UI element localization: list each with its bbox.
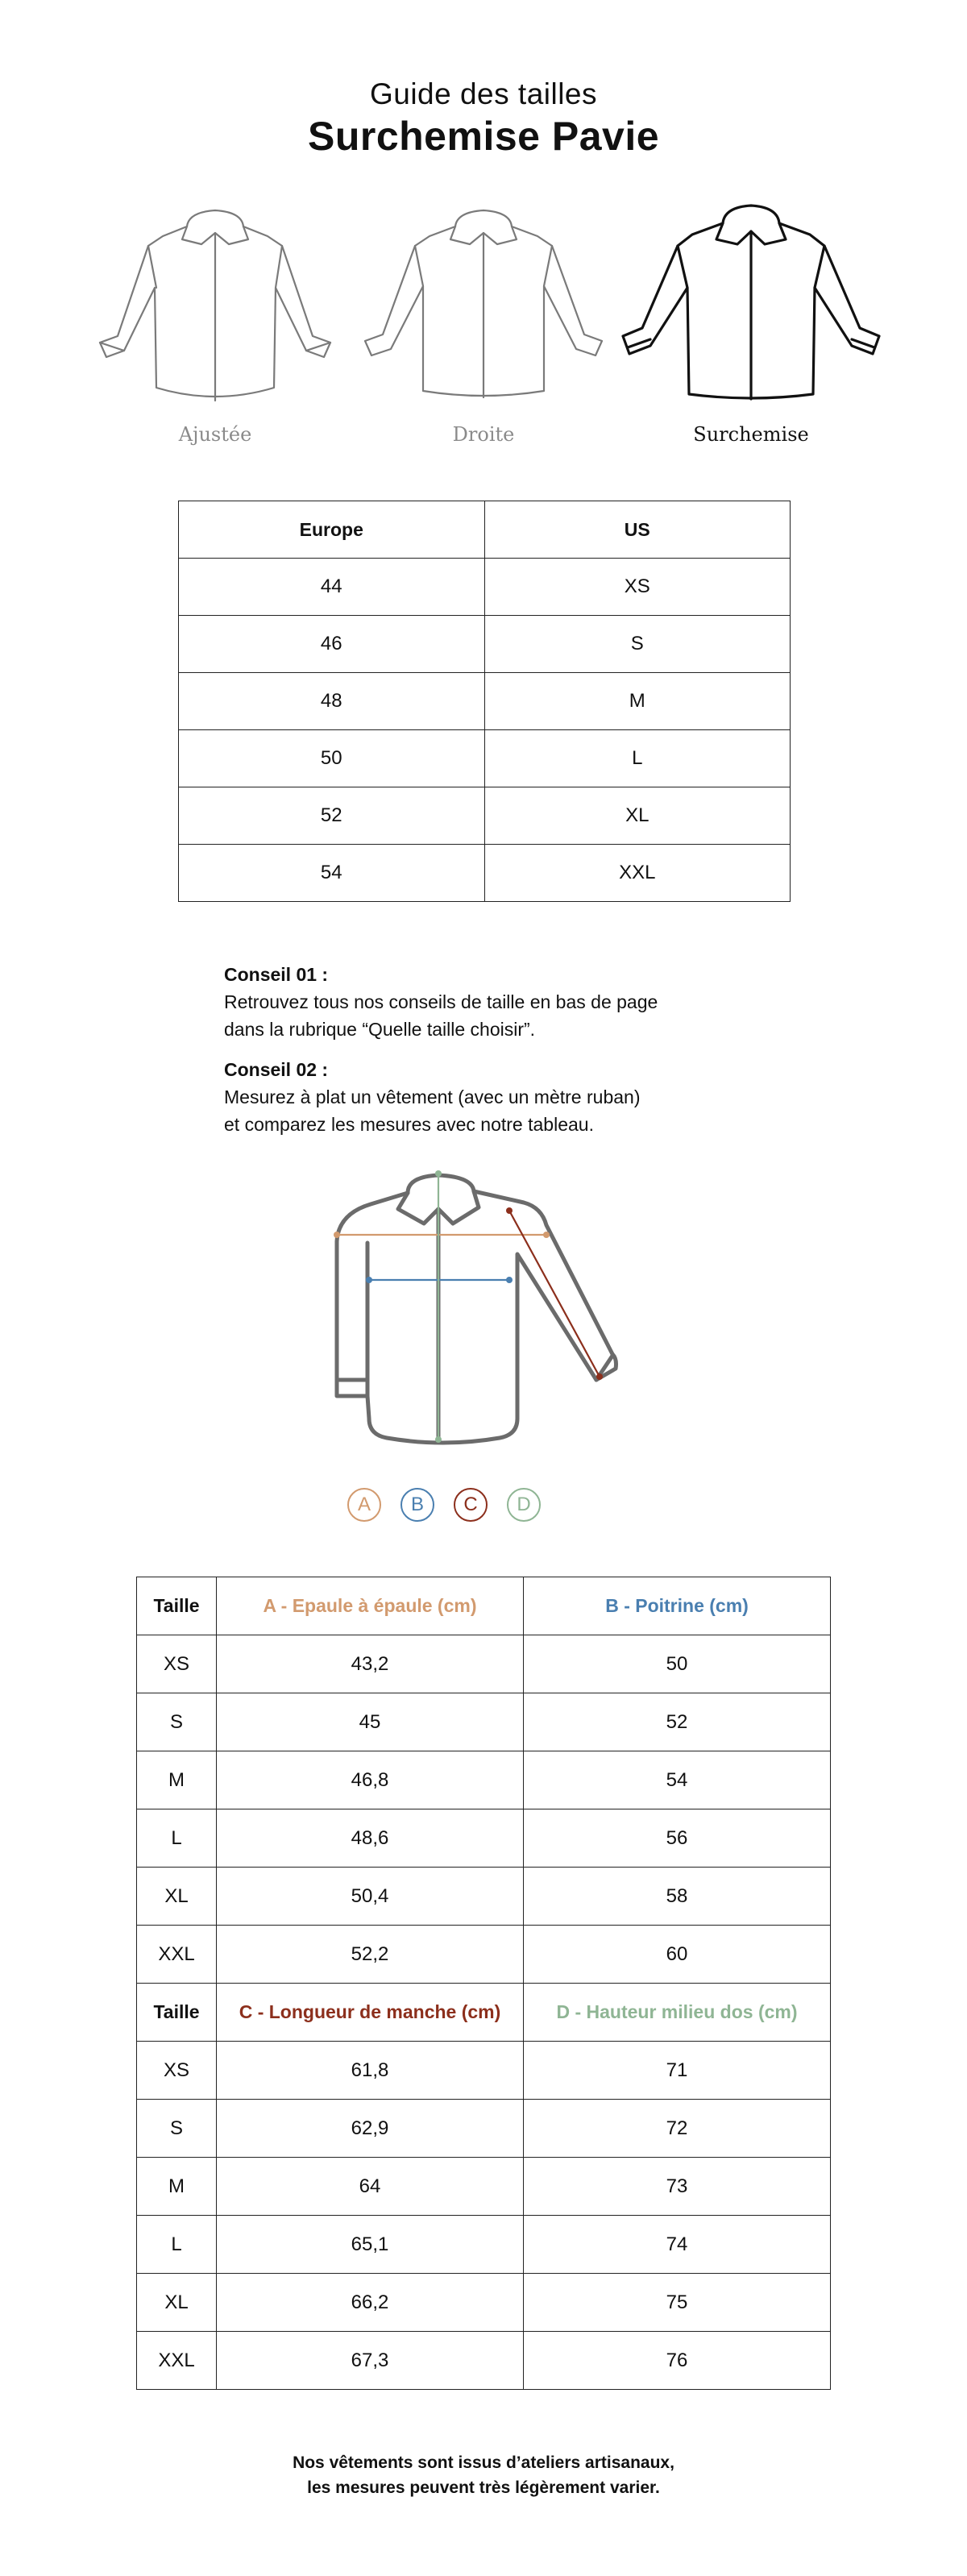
table-cell: M xyxy=(484,673,791,730)
column-header: C - Longueur de manche (cm) xyxy=(217,1984,524,2042)
table-cell: 75 xyxy=(524,2274,831,2332)
page-title: Surchemise Pavie xyxy=(307,114,660,159)
table-cell: L xyxy=(137,1809,217,1868)
legend-c: C xyxy=(454,1488,488,1522)
fit-label-straight: Droite xyxy=(452,423,515,446)
table-row xyxy=(179,673,791,730)
tip-title: Conseil 02 : xyxy=(224,1059,329,1080)
table-cell: 58 xyxy=(524,1868,831,1926)
column-header: A - Epaule à épaule (cm) xyxy=(217,1577,524,1635)
table-cell: S xyxy=(137,2100,217,2158)
footer-note xyxy=(0,2450,967,2500)
column-header: D - Hauteur milieu dos (cm) xyxy=(524,1984,831,2042)
table-row xyxy=(137,1751,831,1809)
tip-text: et comparez les mesures avec notre tableau. xyxy=(224,1114,594,1135)
table-cell: L xyxy=(484,730,791,787)
shirt-measurement-icon xyxy=(330,1169,637,1459)
column-header: Europe xyxy=(179,501,485,559)
table-row xyxy=(137,2274,831,2332)
table-cell: 60 xyxy=(524,1926,831,1984)
legend-a: A xyxy=(347,1488,381,1522)
table-cell: 67,3 xyxy=(217,2332,524,2390)
size-conversion-table xyxy=(178,501,791,902)
fit-label-fitted: Ajustée xyxy=(178,423,252,446)
table-row xyxy=(137,1635,831,1693)
table-row xyxy=(137,1926,831,1984)
table-cell: 52 xyxy=(524,1693,831,1751)
table-cell: 76 xyxy=(524,2332,831,2390)
table-cell: XXL xyxy=(484,845,791,902)
table-cell: 46,8 xyxy=(217,1751,524,1809)
tip-text: Retrouvez tous nos conseils de taille en bas de page xyxy=(224,991,658,1012)
column-header: B - Poitrine (cm) xyxy=(524,1577,831,1635)
table-header-row xyxy=(179,501,791,559)
column-header: Taille xyxy=(137,1984,217,2042)
fit-straight xyxy=(351,197,616,463)
table-cell: 72 xyxy=(524,2100,831,2158)
table-row xyxy=(137,1693,831,1751)
measurement-diagram xyxy=(330,1169,637,1463)
shirt-fitted-icon xyxy=(82,197,348,415)
table-cell: 56 xyxy=(524,1809,831,1868)
table-cell: 52,2 xyxy=(217,1926,524,1984)
table-cell: S xyxy=(137,1693,217,1751)
table-cell: 45 xyxy=(217,1693,524,1751)
table-row xyxy=(137,2216,831,2274)
table-row xyxy=(179,616,791,673)
table-row xyxy=(137,1809,831,1868)
table-cell: L xyxy=(137,2216,217,2274)
table-row xyxy=(179,787,791,845)
table-row xyxy=(179,730,791,787)
table-cell: 64 xyxy=(217,2158,524,2216)
table-cell: 65,1 xyxy=(217,2216,524,2274)
table-cell: 50 xyxy=(524,1635,831,1693)
measure-line-c xyxy=(509,1211,600,1377)
table-cell: 46 xyxy=(179,616,485,673)
table-cell: M xyxy=(137,2158,217,2216)
tip-title: Conseil 01 : xyxy=(224,964,329,985)
table-cell: 43,2 xyxy=(217,1635,524,1693)
table-cell: 73 xyxy=(524,2158,831,2216)
table-cell: 48,6 xyxy=(217,1809,524,1868)
shirt-straight-icon xyxy=(351,197,616,415)
size-tips xyxy=(224,961,788,1151)
table-row xyxy=(179,559,791,616)
fit-overshirt xyxy=(618,197,884,463)
table-row xyxy=(137,2100,831,2158)
table-cell: XS xyxy=(137,2042,217,2100)
overshirt-icon xyxy=(618,197,884,415)
column-header: Taille xyxy=(137,1577,217,1635)
table-cell: 50,4 xyxy=(217,1868,524,1926)
tip-text: dans la rubrique “Quelle taille choisir”. xyxy=(224,1019,536,1040)
page-subtitle: Guide des tailles xyxy=(369,77,598,110)
table-row xyxy=(137,2332,831,2390)
table-cell: 61,8 xyxy=(217,2042,524,2100)
table-row xyxy=(137,2042,831,2100)
table-row xyxy=(137,1868,831,1926)
footer-line: les mesures peuvent très légèrement varier. xyxy=(307,2478,660,2497)
table-cell: 54 xyxy=(179,845,485,902)
table-cell: XL xyxy=(484,787,791,845)
table-cell: XXL xyxy=(137,2332,217,2390)
table-cell: 50 xyxy=(179,730,485,787)
table-cell: 52 xyxy=(179,787,485,845)
table-header-row xyxy=(137,1984,831,2042)
table-cell: 44 xyxy=(179,559,485,616)
fit-fitted xyxy=(82,197,348,463)
table-cell: XL xyxy=(137,2274,217,2332)
table-cell: XS xyxy=(137,1635,217,1693)
legend-d: D xyxy=(507,1488,541,1522)
table-cell: 66,2 xyxy=(217,2274,524,2332)
table-cell: 74 xyxy=(524,2216,831,2274)
table-cell: 71 xyxy=(524,2042,831,2100)
tip-2 xyxy=(224,1056,788,1138)
table-row xyxy=(179,845,791,902)
tip-text: Mesurez à plat un vêtement (avec un mètre ruban) xyxy=(224,1086,641,1107)
table-cell: 48 xyxy=(179,673,485,730)
table-header-row xyxy=(137,1577,831,1635)
table-cell: XL xyxy=(137,1868,217,1926)
table-cell: M xyxy=(137,1751,217,1809)
table-cell: XXL xyxy=(137,1926,217,1984)
tip-1 xyxy=(224,961,788,1043)
footer-line: Nos vêtements sont issus d’ateliers artisanaux, xyxy=(293,2453,674,2472)
table-row xyxy=(137,2158,831,2216)
column-header: US xyxy=(484,501,791,559)
table-cell: XS xyxy=(484,559,791,616)
measurements-table xyxy=(136,1577,831,2390)
fit-label-overshirt: Surchemise xyxy=(693,423,809,446)
table-cell: 62,9 xyxy=(217,2100,524,2158)
table-cell: S xyxy=(484,616,791,673)
table-cell: 54 xyxy=(524,1751,831,1809)
legend-b: B xyxy=(400,1488,434,1522)
